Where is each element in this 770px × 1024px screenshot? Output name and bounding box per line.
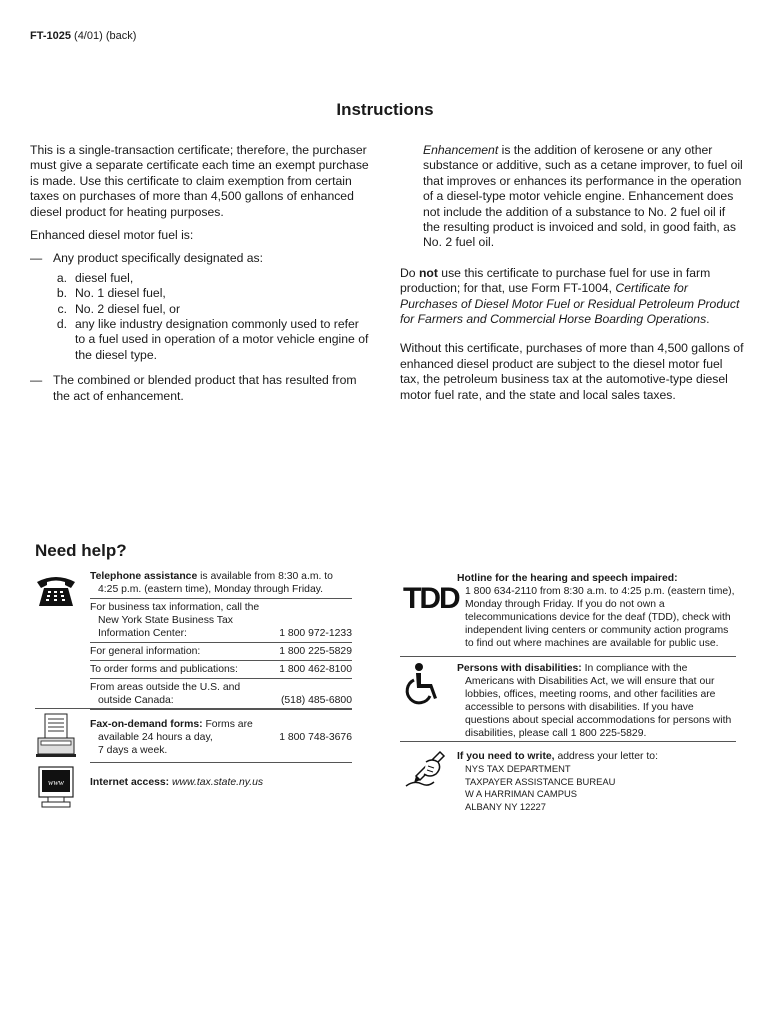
fax-number: 1 800 748-3676 — [279, 732, 352, 743]
form-ft1004-title: Certificate for Purchases of Diesel Motor Fuel or Residual Petroleum Product for Farmers and Commercial Horse Boarding Operations — [400, 281, 740, 327]
phone-label-line: outside Canada: — [98, 695, 174, 706]
telephone-bold: Telephone assistance — [90, 571, 198, 582]
enhancement-text: is the addition of kerosene or any other substance or additive, such as a cetane improver, to fuel oil that improves or enhances its performance in the operation of a diesel-type motor vehicle engine. Enhancement does not include the addition of a substance to No. 2 fuel oil if the resulting product is invoiced and sold, in good faith, as No. 2 fuel oil. — [423, 143, 743, 250]
phone-label: For general information: — [90, 646, 201, 657]
hotline-text: 1 800 634-2110 from 8:30 a.m. to 4:25 p.m. (eastern time), Monday through Friday. If you do not own a telecommunications device for the deaf (TDD), check with independent living centers or community action programs to find out where machines are available for public use. — [465, 586, 735, 649]
phone-label-line: Information Center: — [98, 628, 187, 639]
telephone-text-2: 4:25 p.m. (eastern time), Monday through Friday. — [98, 584, 324, 595]
phone-number: 1 800 972-1233 — [279, 628, 352, 639]
dash-item-text: The combined or blended product that has resulted from the act of enhancement. — [53, 373, 357, 403]
help-left-column — [30, 570, 352, 810]
tdd-icon — [403, 572, 459, 620]
address-line: W A HARRIMAN CAMPUS — [465, 788, 577, 800]
address-line: TAXPAYER ASSISTANCE BUREAU — [465, 775, 616, 787]
enhancement-term: Enhancement — [423, 143, 499, 157]
telephone-text: is available from 8:30 a.m. to — [197, 571, 333, 582]
hotline-bold: Hotline for the hearing and speech impaired: — [457, 573, 678, 584]
wheelchair-accessibility-icon — [404, 662, 442, 710]
www-icon-text: www — [47, 778, 65, 787]
writing-hand-icon — [402, 746, 450, 794]
without-certificate-paragraph: Without this certificate, purchases of more than 4,500 gallons of enhanced diesel product are subject to the diesel motor fuel tax, the petroleum business tax at the automotive-type diesel motor fuel rate, and the state and local sales taxes. — [400, 341, 744, 402]
divider — [35, 708, 352, 709]
enhancement-definition — [400, 143, 745, 251]
table-row — [90, 599, 352, 643]
disabilities-text-2: Americans with Disabilities Act, we will ensure that our lobbies, offices, meeting rooms, and other facilities are accessible to persons with disabilities. If you have questions about special accommodations for persons with disabilities, please call 1 800 225-5829. — [465, 676, 732, 739]
list-text: No. 2 diesel fuel, or — [75, 301, 181, 316]
internet-bold: Internet access: — [90, 777, 170, 788]
address-line: NYS TAX DEPARTMENT — [465, 763, 571, 774]
disabilities-bold: Persons with disabilities: — [457, 663, 582, 674]
form-number: FT-1025 — [30, 30, 71, 42]
website-link[interactable]: www.tax.state.ny.us — [172, 777, 264, 788]
enhanced-label: Enhanced diesel motor fuel is: — [30, 228, 194, 243]
mailing-address — [457, 763, 736, 813]
need-help-title: Need help? — [35, 541, 127, 560]
phone-label-line: For business tax information, call the — [90, 602, 260, 613]
fax-text-3: 7 days a week. — [98, 745, 168, 756]
list-item — [30, 271, 370, 286]
write-text: address your letter to: — [554, 751, 658, 762]
instructions-title: Instructions — [336, 100, 434, 119]
do-not-pre: Do — [400, 265, 419, 280]
list-letter: b. — [56, 286, 67, 301]
table-row — [90, 679, 352, 710]
fax-machine-icon — [35, 712, 77, 762]
phone-label: To order forms and publications: — [90, 664, 238, 675]
phone-number: 1 800 462-8100 — [279, 664, 352, 675]
dash-item-2 — [30, 373, 370, 404]
phone-label — [90, 601, 259, 640]
list-text: any like industry designation commonly used to refer to a fuel used in operation of a motor vehicle engine of the diesel type. — [75, 317, 369, 362]
write-bold: If you need to write, — [457, 751, 555, 762]
divider — [400, 656, 736, 657]
table-row — [90, 643, 352, 661]
form-identifier — [30, 30, 136, 42]
address-line: ALBANY NY 12227 — [465, 800, 546, 812]
phone-number: 1 800 225-5829 — [279, 646, 352, 657]
fax-block — [90, 718, 352, 757]
disabilities-block — [457, 662, 736, 740]
phone-label-line: New York State Business Tax — [98, 615, 233, 626]
do-not-bold: not — [418, 265, 438, 280]
list-letter: c. — [57, 301, 67, 316]
table-row — [90, 661, 352, 679]
mailing-block — [457, 750, 736, 813]
list-letter: a. — [56, 270, 67, 285]
divider — [90, 762, 352, 763]
fax-text-2: available 24 hours a day, — [98, 732, 213, 743]
list-item — [30, 317, 370, 363]
help-right-column — [400, 570, 736, 820]
instructions-right-column — [400, 143, 745, 417]
fax-text: Forms are — [202, 719, 253, 730]
dash-item-1 — [30, 251, 370, 266]
list-item — [30, 286, 370, 301]
instructions-left-column — [30, 143, 370, 408]
telephone-icon — [35, 574, 77, 612]
form-revision: (4/01) (back) — [74, 30, 137, 42]
dash-marker: — — [30, 373, 43, 388]
divider — [400, 741, 736, 742]
do-not-paragraph — [400, 266, 745, 328]
do-not-post: use this certificate to purchase fuel for use in farm production; for that, use Form FT-1004, — [400, 265, 711, 296]
designation-list — [30, 271, 370, 363]
hotline-block — [457, 572, 736, 650]
list-text: No. 1 diesel fuel, — [75, 286, 166, 301]
disabilities-text-1: In compliance with the — [581, 663, 688, 674]
dash-marker: — — [30, 251, 43, 266]
telephone-block — [90, 570, 352, 710]
intro-paragraph: This is a single-transaction certificate; therefore, the purchaser must give a separate certificate each time an exempt purchase is made. Use this certificate to claim exemption from certain taxes on purchases of more than 4,500 gallons of enhanced diesel product for heating purposes. — [30, 143, 369, 219]
phone-number: (518) 485-6800 — [280, 695, 352, 706]
tdd-icon-text: TDD — [403, 582, 459, 615]
telephone-intro — [90, 570, 352, 599]
dash-item-text: Any product specifically designated as: — [53, 251, 264, 266]
fax-bold: Fax-on-demand forms: — [90, 719, 203, 730]
internet-block — [90, 776, 352, 789]
do-not-end: . — [706, 312, 710, 327]
phone-label-line: From areas outside the U.S. and — [90, 682, 241, 693]
list-text: diesel fuel, — [75, 270, 134, 285]
computer-monitor-icon — [38, 766, 74, 812]
phone-label — [90, 681, 240, 707]
list-letter: d. — [56, 317, 67, 332]
list-item — [30, 302, 370, 317]
